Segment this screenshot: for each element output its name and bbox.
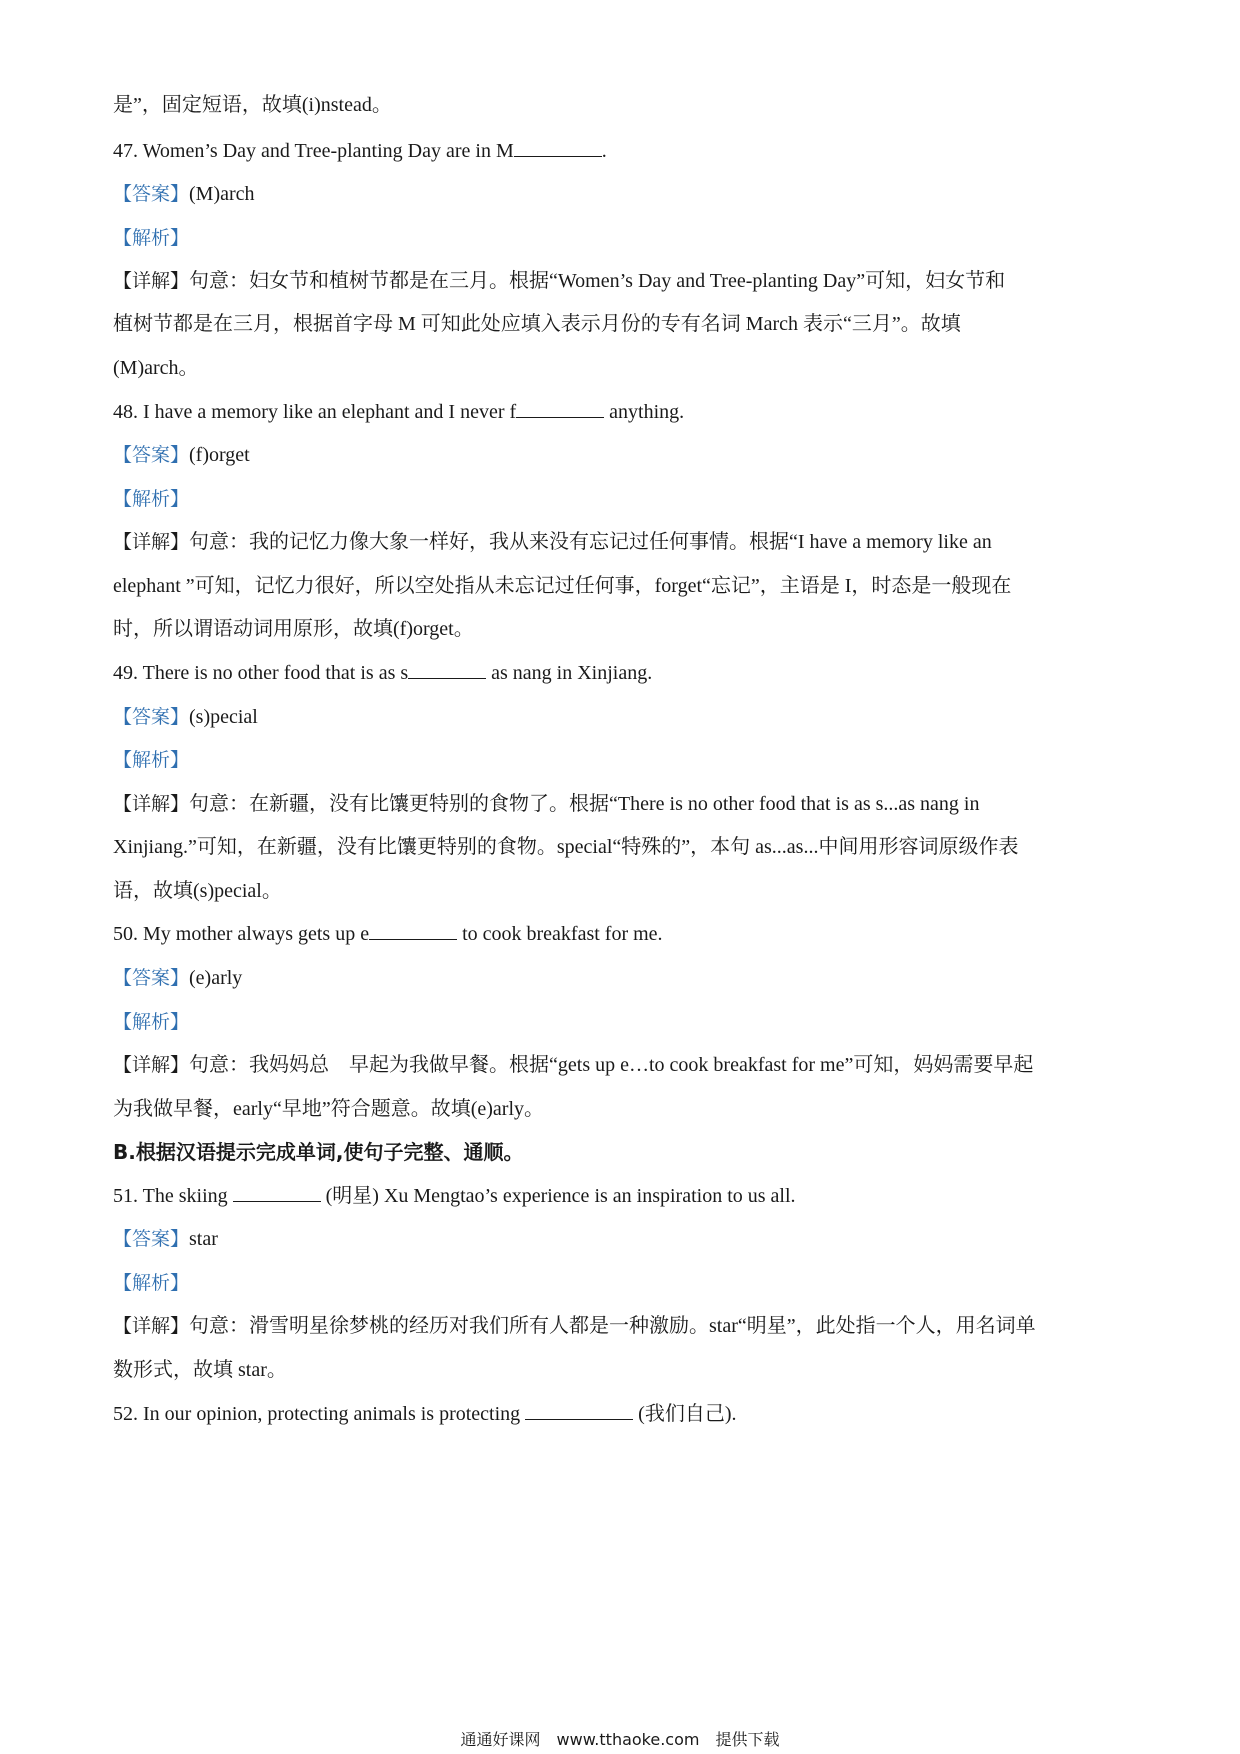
detail-tag: 【详解】 (113, 531, 190, 553)
answer-tag: 【答案】 (113, 183, 190, 205)
answer-blank (233, 1181, 321, 1202)
question-text-end: . (601, 140, 607, 162)
detail-tag: 【详解】 (113, 1054, 190, 1076)
analysis-tag: 【解析】 (113, 488, 190, 510)
question-text-end: (我们自己). (633, 1403, 737, 1425)
detail-tag: 【详解】 (113, 793, 190, 815)
analysis-line (113, 484, 1133, 514)
answer-tag: 【答案】 (113, 706, 190, 728)
answer-blank (408, 658, 486, 679)
detail-tag: 【详解】 (113, 1315, 190, 1337)
analysis-line (113, 1007, 1133, 1037)
answer-blank (369, 919, 457, 940)
detail-tag: 【详解】 (113, 270, 190, 292)
answer-line (113, 179, 1133, 209)
detail-text: 句意：我的记忆力像大象一样好，我从来没有忘记过任何事情。根据“I have a memory like an (189, 531, 992, 553)
detail-text: 句意：我妈妈总 早起为我做早餐。根据“gets up e…to cook breakfast for me”可知，妈妈需要早起 (189, 1054, 1034, 1076)
question-51 (113, 1181, 1133, 1211)
answer-blank (514, 136, 602, 157)
detail-line (113, 1050, 1133, 1080)
detail-line: 植树节都是在三月，根据首字母 M 可知此处应填入表示月份的专有名词 March 表示“三月”。故填 (113, 313, 961, 335)
page-footer: 通通好课网 www.tthaoke.com 提供下载 (460, 1730, 780, 1749)
analysis-line (113, 223, 1133, 253)
question-text-end: (明星) Xu Mengtao’s experience is an inspiration to us all. (320, 1185, 796, 1207)
answer-line (113, 963, 1133, 993)
question-52 (113, 1399, 1133, 1429)
detail-text: 句意：滑雪明星徐梦桃的经历对我们所有人都是一种激励。star“明星”，此处指一个人，用名词单 (189, 1315, 1036, 1337)
question-text: 50. My mother always gets up e (113, 923, 370, 945)
question-48 (113, 397, 1133, 427)
detail-line: 时，所以谓语动词用原形，故填(f)orget。 (113, 618, 474, 640)
answer-line (113, 1224, 1133, 1254)
answer-tag: 【答案】 (113, 967, 190, 989)
question-text-end: anything. (604, 401, 685, 423)
detail-line (113, 527, 1133, 557)
answer-text: (M)arch (189, 183, 255, 205)
analysis-tag: 【解析】 (113, 1011, 190, 1033)
question-text-end: to cook breakfast for me. (457, 923, 663, 945)
detail-line: (M)arch。 (113, 357, 199, 379)
text-line: 是”，固定短语，故填(i)nstead。 (113, 94, 392, 116)
detail-text: 句意：在新疆，没有比馕更特别的食物了。根据“There is no other food that is as s...as nang in (189, 793, 980, 815)
question-49 (113, 658, 1133, 688)
analysis-tag: 【解析】 (113, 227, 190, 249)
detail-line: 语，故填(s)pecial。 (113, 880, 282, 902)
answer-line (113, 702, 1133, 732)
analysis-line (113, 1268, 1133, 1298)
analysis-tag: 【解析】 (113, 749, 190, 771)
answer-text: (e)arly (189, 967, 243, 989)
question-text: 52. In our opinion, protecting animals is protecting (113, 1403, 526, 1425)
section-heading: B.根据汉语提示完成单词,使句子完整、通顺。 (113, 1140, 524, 1164)
answer-line (113, 440, 1133, 470)
question-50 (113, 919, 1133, 949)
answer-tag: 【答案】 (113, 444, 190, 466)
detail-line: 数形式，故填 star。 (113, 1359, 287, 1381)
question-text: 51. The skiing (113, 1185, 233, 1207)
answer-blank (516, 397, 604, 418)
detail-line (113, 266, 1133, 296)
answer-text: (f)orget (189, 444, 250, 466)
detail-line: Xinjiang.”可知，在新疆，没有比馕更特别的食物。special“特殊的”，本句 as...as...中间用形容词原级作表 (113, 836, 1019, 858)
question-text: 48. I have a memory like an elephant and I never f (113, 401, 517, 423)
answer-text: (s)pecial (189, 706, 258, 728)
detail-line (113, 789, 1133, 819)
question-text: 47. Women’s Day and Tree-planting Day are in M (113, 140, 514, 162)
question-47 (113, 136, 1133, 166)
answer-blank (525, 1399, 633, 1420)
question-text: 49. There is no other food that is as s (113, 662, 409, 684)
analysis-tag: 【解析】 (113, 1272, 190, 1294)
detail-line (113, 1311, 1133, 1341)
detail-text: 句意：妇女节和植树节都是在三月。根据“Women’s Day and Tree-planting Day”可知，妇女节和 (189, 270, 1006, 292)
answer-text: star (189, 1228, 218, 1250)
answer-tag: 【答案】 (113, 1228, 190, 1250)
detail-line: elephant ”可知，记忆力很好，所以空处指从未忘记过任何事，forget“忘记”，主语是 I，时态是一般现在 (113, 575, 1012, 597)
detail-line: 为我做早餐，early“早地”符合题意。故填(e)arly。 (113, 1098, 545, 1120)
question-text-end: as nang in Xinjiang. (486, 662, 653, 684)
analysis-line (113, 745, 1133, 775)
